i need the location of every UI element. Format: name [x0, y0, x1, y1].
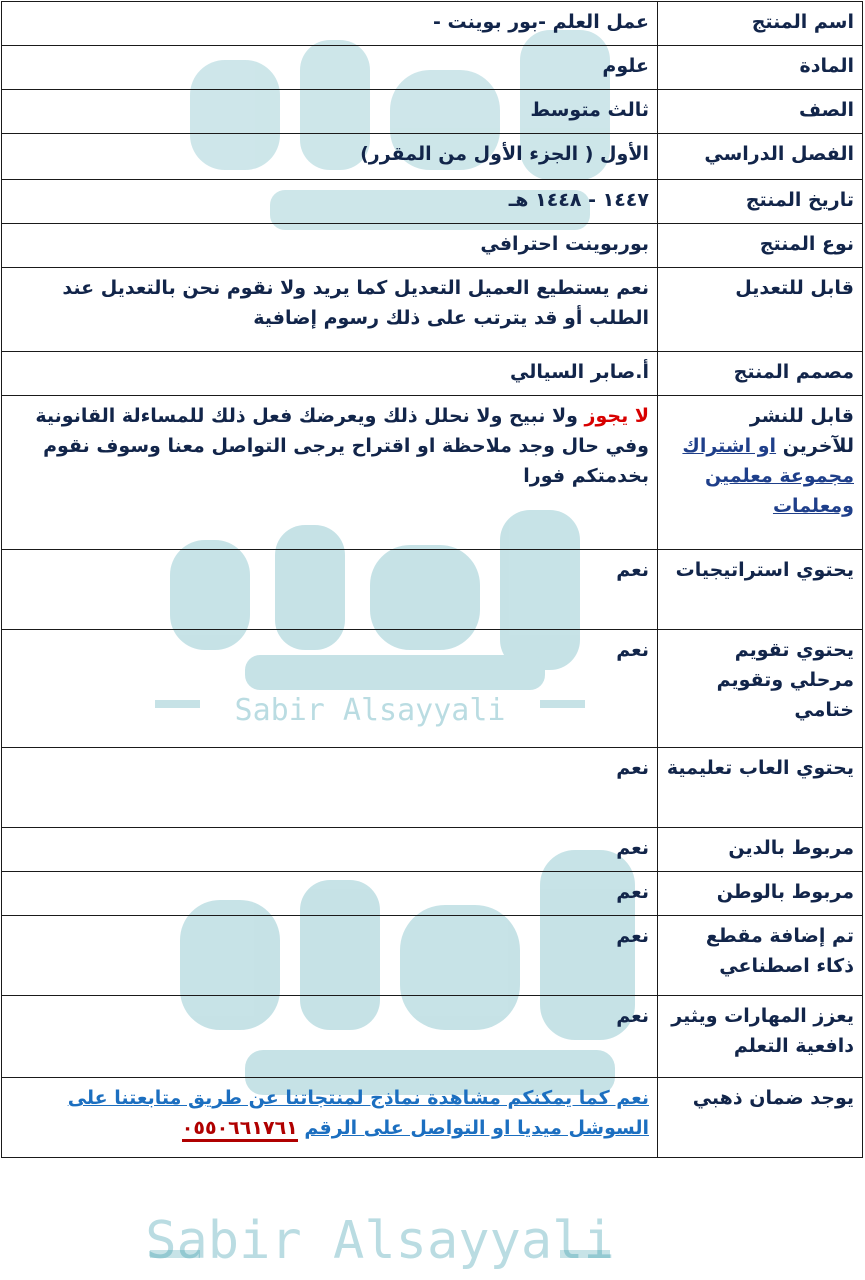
row-label: قابل للتعديل: [658, 268, 863, 352]
table-row: [2, 90, 863, 134]
row-label: يعزز المهارات ويثير دافعية التعلم: [658, 996, 863, 1078]
label-part: قابل للنشر: [749, 405, 854, 427]
table-row: [2, 134, 863, 180]
label-part: للآخرين: [782, 435, 854, 457]
table-row: [2, 46, 863, 90]
label-link[interactable]: او اشتراك: [682, 435, 777, 457]
row-value: ١٤٤٧ - ١٤٤٨ هـ: [2, 180, 658, 224]
table-row: [2, 916, 863, 996]
row-label: نوع المنتج: [658, 224, 863, 268]
table-row: [2, 268, 863, 352]
row-value: نعم: [2, 550, 658, 630]
table-row: [2, 630, 863, 748]
designer-name: أ.صابر السيالي: [2, 352, 658, 396]
table-row: [2, 748, 863, 828]
row-label: تاريخ المنتج: [658, 180, 863, 224]
row-value: نعم: [2, 872, 658, 916]
row-value: [2, 1078, 658, 1158]
row-label: يحتوي استراتيجيات: [658, 550, 863, 630]
warning-text: لا يجوز: [584, 405, 649, 427]
row-label: يحتوي العاب تعليمية: [658, 748, 863, 828]
social-media-link[interactable]: نعم كما يمكنكم مشاهدة نماذج لمنتجاتنا عن طريق متابعتنا على السوشل ميديا او التواصل على الرقم: [67, 1087, 649, 1139]
table-row: [2, 396, 863, 550]
row-label: يحتوي تقويم مرحلي وتقويم ختامي: [658, 630, 863, 748]
row-value: نعم: [2, 828, 658, 872]
table-row: [2, 224, 863, 268]
row-label: مصمم المنتج: [658, 352, 863, 396]
row-value: نعم يستطيع العميل التعديل كما يريد ولا نقوم نحن بالتعديل عند الطلب أو قد يترتب على ذلك رسوم إضافية: [2, 268, 658, 352]
row-value: ثالث متوسط: [2, 90, 658, 134]
row-label: المادة: [658, 46, 863, 90]
table-row: [2, 828, 863, 872]
table-row: [2, 2, 863, 46]
table-row: [2, 550, 863, 630]
row-value: علوم: [2, 46, 658, 90]
row-value: [2, 396, 658, 550]
phone-number[interactable]: ٠٥٥٠٦٦١٧٦١: [182, 1117, 298, 1142]
row-label: اسم المنتج: [658, 2, 863, 46]
table-row: [2, 1078, 863, 1158]
row-label: الصف: [658, 90, 863, 134]
row-label: الفصل الدراسي: [658, 134, 863, 180]
value-text: ولا نبيح ولا نحلل ذلك ويعرضك فعل ذلك للمساءلة القانونية وفي حال وجد ملاحظة او اقتراح يرجى التواصل معنا وسوف نقوم بخدمتكم فورا: [35, 405, 649, 487]
table-row: [2, 996, 863, 1078]
table-row: [2, 872, 863, 916]
row-label: يوجد ضمان ذهبي: [658, 1078, 863, 1158]
row-value: نعم: [2, 630, 658, 748]
label-link[interactable]: مجموعة معلمين ومعلمات: [704, 465, 854, 517]
row-label: مربوط بالدين: [658, 828, 863, 872]
row-value: عمل العلم -بور بوينت -: [2, 2, 658, 46]
row-label: [658, 396, 863, 550]
watermark-text-1: Sabir Alsayyali: [234, 693, 506, 728]
row-value: الأول ( الجزء الأول من المقرر): [2, 134, 658, 180]
row-label: مربوط بالوطن: [658, 872, 863, 916]
watermark-text-2: Sabir Alsayyali: [145, 1211, 615, 1271]
table-row: [2, 180, 863, 224]
row-value: نعم: [2, 916, 658, 996]
row-value: بوربوينت احترافي: [2, 224, 658, 268]
row-label: تم إضافة مقطع ذكاء اصطناعي: [658, 916, 863, 996]
table-row: [2, 352, 863, 396]
row-value: نعم: [2, 748, 658, 828]
product-spec-table: [1, 1, 863, 1158]
row-value: نعم: [2, 996, 658, 1078]
